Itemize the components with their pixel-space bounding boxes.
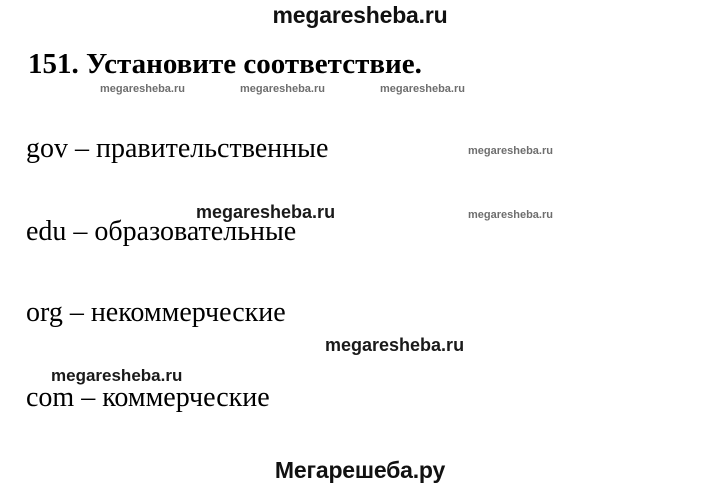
task-item: org – некоммерческие bbox=[26, 297, 286, 328]
task-item: edu – образовательные bbox=[26, 216, 297, 247]
watermark-small: megaresheba.ru bbox=[468, 145, 553, 157]
task-item: gov – правительственные bbox=[26, 133, 329, 164]
watermark-mid: megaresheba.ru bbox=[51, 366, 183, 385]
watermark-mid: megaresheba.ru bbox=[196, 202, 336, 222]
watermark-small: megaresheba.ru bbox=[100, 83, 185, 95]
watermark-top: megaresheba.ru bbox=[272, 2, 448, 28]
task-item: com – коммерческие bbox=[26, 382, 270, 413]
watermark-small: megaresheba.ru bbox=[240, 83, 325, 95]
watermark-small: megaresheba.ru bbox=[468, 209, 553, 221]
task-title: 151. Установите соответствие. bbox=[28, 48, 422, 80]
watermark-bottom: Мегарешеба.ру bbox=[274, 457, 446, 483]
watermark-small: megaresheba.ru bbox=[380, 83, 465, 95]
watermark-mid: megaresheba.ru bbox=[325, 335, 465, 355]
